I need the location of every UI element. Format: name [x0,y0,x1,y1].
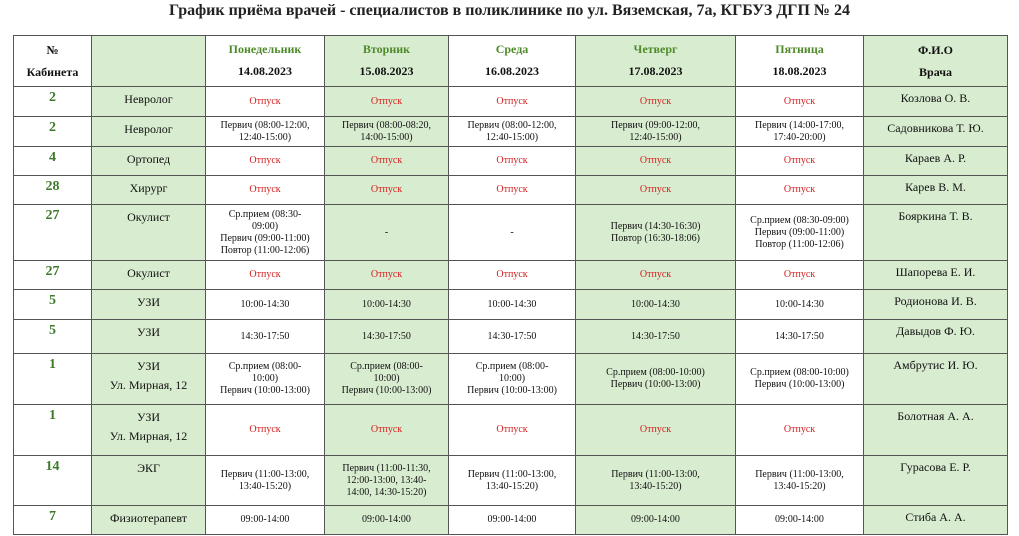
table-row [14,506,1008,535]
schedule-line: 10:00) [498,373,526,384]
schedule-line: 10:00-14:30 [487,298,537,310]
schedule-line: Ср.прием (08:00- [350,361,423,372]
schedule-cell [206,320,325,354]
day-date: 18.08.2023 [772,64,827,78]
day-name: Понедельник [228,42,302,56]
vacation-label: Отпуск [249,184,281,195]
doctor-name: Садовникова Т. Ю. [864,117,1008,147]
schedule-cell [206,405,325,456]
schedule-cell [449,205,576,261]
schedule-line: Первич (10:00-13:00) [467,385,557,396]
vacation-label: Отпуск [370,269,403,280]
schedule-line: 12:40-15:00) [485,131,539,143]
schedule-cell [576,117,736,147]
specialty [92,405,206,456]
schedule-cell [325,176,449,205]
schedule-line: Ср.прием (08:00- [475,361,549,372]
schedule-cell [325,261,449,290]
schedule-line: 10:00-14:30 [240,298,290,310]
vacation-label: Отпуск [249,155,281,166]
doctor-name: Амбрутис И. Ю. [864,354,1008,405]
vacation-label: Отпуск [783,424,816,435]
doctor-name: Караев А. Р. [864,147,1008,176]
vacation-label: Отпуск [783,184,816,195]
specialty-line: ЭКГ [137,461,160,475]
table-row [14,87,1008,117]
schedule-line: 10:00) [251,373,279,384]
schedule-line: Первич (09:00-11:00) [754,226,845,238]
vacation-label: Отпуск [496,155,528,166]
schedule-line: Первич (14:30-16:30) [610,220,701,232]
schedule-cell [206,261,325,290]
schedule-cell [449,261,576,290]
specialty [92,290,206,320]
cabinet-number: 5 [14,320,92,354]
schedule-cell [449,290,576,320]
schedule-line: Первич (11:00-11:30, [342,462,431,474]
schedule-line: 10:00-14:30 [775,298,824,310]
doctor-name: Бояркина Т. В. [864,205,1008,261]
doctor-name: Стиба А. А. [864,506,1008,535]
header-day-3 [576,36,736,87]
vacation-label: Отпуск [370,95,403,107]
schedule-line: 14:30-17:50 [362,330,411,342]
schedule-cell [736,87,864,117]
vacation-label: Отпуск [639,269,672,280]
doctor-name: Козлова О. В. [864,87,1008,117]
schedule-cell [325,320,449,354]
vacation-label: Отпуск [639,95,672,107]
schedule-line: Первич (08:00-08:20, [342,119,431,131]
schedule-line: Повтор (11:00-12:06) [755,238,844,250]
header-doctor-line2: Врача [919,65,952,79]
schedule-line: Первич (11:00-13:00, [467,468,557,480]
header-doctor [864,36,1008,87]
day-date: 15.08.2023 [359,64,414,78]
schedule-line: 14:30-17:50 [487,330,537,342]
day-name: Пятница [775,42,824,56]
specialty-line: Ортопед [126,152,171,166]
schedule-line: Первич (11:00-13:00, [220,468,310,480]
vacation-label: Отпуск [249,424,281,435]
specialty-line: Ул. Мирная, 12 [109,429,188,443]
doctor-name: Болотная А. А. [864,405,1008,456]
schedule-line: Первич (11:00-13:00, [755,468,844,480]
schedule-cell [206,205,325,261]
specialty [92,147,206,176]
schedule-cell [736,176,864,205]
vacation-label: Отпуск [496,269,528,280]
day-name: Вторник [362,42,411,56]
schedule-cell [206,147,325,176]
specialty [92,117,206,147]
schedule-line: 14:00-15:00) [360,131,413,143]
schedule-cell [206,456,325,506]
schedule-cell [576,405,736,456]
schedule-cell [576,87,736,117]
schedule-cell [449,87,576,117]
table-row [14,290,1008,320]
schedule-cell [325,205,449,261]
schedule-line: 10:00-14:30 [631,298,680,310]
specialty-line: Хирург [129,181,168,195]
schedule-table [13,35,1008,535]
header-row [14,36,1008,87]
header-cabinet-line2: Кабинета [26,65,79,79]
schedule-line: Повтор (16:30-18:06) [611,232,700,244]
schedule-cell [736,354,864,405]
cabinet-number: 1 [14,354,92,405]
specialty-line: УЗИ [136,325,160,339]
schedule-cell [576,147,736,176]
schedule-line: Ср.прием (08:30- [228,208,302,220]
schedule-line: Первич (10:00-13:00) [341,385,432,396]
specialty-line: УЗИ [136,295,160,309]
schedule-cell [206,290,325,320]
schedule-line: 09:00-14:00 [240,514,290,525]
schedule-line: 09:00) [251,220,279,232]
schedule-line: 10:00) [373,373,400,384]
schedule-cell [736,290,864,320]
schedule-cell [736,320,864,354]
table-row [14,405,1008,456]
cabinet-number: 27 [14,261,92,290]
schedule-line: - [384,226,389,238]
vacation-label: Отпуск [496,95,528,107]
table-row [14,117,1008,147]
schedule-line: Первич (10:00-13:00) [220,385,310,396]
specialty-line: Окулист [127,210,170,224]
vacation-label: Отпуск [370,184,403,195]
doctor-name: Гурасова Е. Р. [864,456,1008,506]
specialty [92,176,206,205]
vacation-label: Отпуск [370,155,403,166]
schedule-line: 12:40-15:00) [238,131,292,143]
schedule-cell [325,506,449,535]
schedule-line: 09:00-14:00 [631,514,680,525]
specialty-line: Окулист [127,266,170,280]
schedule-line: 17:40-20:00) [773,131,826,143]
cabinet-number: 4 [14,147,92,176]
vacation-label: Отпуск [496,184,528,195]
header-day-1 [325,36,449,87]
doctor-name: Родионова И. В. [864,290,1008,320]
cabinet-number: 27 [14,205,92,261]
schedule-line: 13:40-15:20) [773,480,826,492]
schedule-line: 14:30-17:50 [240,330,290,342]
schedule-cell [576,205,736,261]
schedule-cell [325,405,449,456]
day-name: Четверг [633,42,678,56]
schedule-line: Первич (08:00-12:00, [220,119,310,131]
cabinet-number: 28 [14,176,92,205]
day-date: 16.08.2023 [485,64,539,78]
specialty [92,205,206,261]
schedule-cell [736,456,864,506]
vacation-label: Отпуск [783,155,816,166]
schedule-cell [736,405,864,456]
schedule-cell [325,456,449,506]
schedule-cell [576,176,736,205]
schedule-line: 09:00-14:00 [487,514,537,525]
schedule-cell [325,354,449,405]
table-row [14,176,1008,205]
day-name: Среда [495,42,529,56]
header-day-0 [206,36,325,87]
schedule-cell [206,117,325,147]
header-day-4 [736,36,864,87]
vacation-label: Отпуск [496,424,528,435]
schedule-cell [449,506,576,535]
schedule-cell [206,87,325,117]
header-doctor-line1: Ф.И.О [918,43,953,57]
table-row [14,456,1008,506]
schedule-cell [736,147,864,176]
schedule-line: Первич (10:00-13:00) [754,379,845,390]
schedule-line: Первич (08:00-12:00, [467,119,557,131]
schedule-cell [736,117,864,147]
header-cabinet-line1: № [46,43,59,57]
schedule-cell [449,456,576,506]
specialty [92,87,206,117]
table-row [14,354,1008,405]
vacation-label: Отпуск [783,95,816,107]
table-row [14,147,1008,176]
schedule-line: 13:40-15:20) [238,480,292,492]
schedule-cell [736,261,864,290]
vacation-label: Отпуск [249,269,281,280]
table-row [14,205,1008,261]
schedule-title: График приёма врачей - специалистов в поликлинике по ул. Вяземская, 7а, КГБУЗ ДГП № 24 [169,2,850,19]
schedule-line: Повтор (11:00-12:06) [220,244,310,256]
schedule-line: Ср.прием (08:00- [228,361,302,372]
schedule-line: 14:30-17:50 [775,330,824,342]
schedule-line: Ср.прием (08:30-09:00) [750,214,849,226]
specialty-line: Физиотерапевт [109,511,187,525]
header-cabinet [14,36,92,87]
schedule-cell [449,147,576,176]
schedule-cell [206,354,325,405]
specialty-line: Невролог [124,92,173,106]
schedule-line: 14:00, 14:30-15:20) [346,486,427,498]
schedule-line: Первич (10:00-13:00) [610,379,701,390]
schedule-line: 09:00-14:00 [362,514,411,525]
schedule-cell [576,506,736,535]
specialty-line: УЗИ [136,410,160,424]
schedule-line: 13:40-15:20) [629,480,682,492]
schedule-cell [449,117,576,147]
specialty [92,261,206,290]
day-date: 17.08.2023 [628,64,683,78]
schedule-cell [325,117,449,147]
specialty-line: Ул. Мирная, 12 [109,378,188,392]
cabinet-number: 14 [14,456,92,506]
vacation-label: Отпуск [783,269,816,280]
vacation-label: Отпуск [639,424,672,435]
specialty-line: Невролог [124,122,173,136]
schedule-line: Первич (11:00-13:00, [611,468,700,480]
schedule-cell [206,506,325,535]
schedule-cell [449,320,576,354]
vacation-label: Отпуск [639,155,672,166]
vacation-label: Отпуск [249,95,281,107]
doctor-name: Давыдов Ф. Ю. [864,320,1008,354]
cabinet-number: 1 [14,405,92,456]
schedule-cell [449,176,576,205]
schedule-cell [576,456,736,506]
doctor-name: Шапорева Е. И. [864,261,1008,290]
vacation-label: Отпуск [639,184,672,195]
specialty-line: УЗИ [136,359,160,373]
schedule-line: 12:00-13:00, 13:40- [346,474,427,486]
schedule-cell [325,290,449,320]
schedule-line: Ср.прием (08:00-10:00) [606,367,705,378]
schedule-line: Первич (09:00-12:00, [611,119,700,131]
schedule-body [14,87,1008,535]
schedule-line: Первич (14:00-17:00, [755,119,844,131]
table-row [14,320,1008,354]
specialty [92,506,206,535]
schedule-line: - [510,226,514,238]
schedule-line: 10:00-14:30 [362,298,411,310]
header-day-2 [449,36,576,87]
schedule-cell [576,320,736,354]
vacation-label: Отпуск [370,424,403,435]
schedule-cell [449,354,576,405]
schedule-line: 12:40-15:00) [629,131,682,143]
cabinet-number: 2 [14,87,92,117]
header-specialty [92,36,206,87]
cabinet-number: 7 [14,506,92,535]
schedule-cell [736,506,864,535]
schedule-cell [576,290,736,320]
schedule-cell [736,205,864,261]
schedule-line: 13:40-15:20) [485,480,539,492]
specialty [92,354,206,405]
schedule-line: 09:00-14:00 [775,514,824,525]
schedule-cell [325,147,449,176]
specialty [92,320,206,354]
cabinet-number: 2 [14,117,92,147]
schedule-cell [449,405,576,456]
schedule-line: Ср.прием (08:00-10:00) [750,367,849,378]
schedule-cell [576,354,736,405]
table-row [14,261,1008,290]
doctor-name: Карев В. М. [864,176,1008,205]
specialty [92,456,206,506]
schedule-cell [576,261,736,290]
cabinet-number: 5 [14,290,92,320]
schedule-cell [325,87,449,117]
schedule-line: 14:30-17:50 [631,330,680,342]
schedule-cell [206,176,325,205]
day-date: 14.08.2023 [238,64,292,78]
schedule-line: Первич (09:00-11:00) [220,232,310,244]
